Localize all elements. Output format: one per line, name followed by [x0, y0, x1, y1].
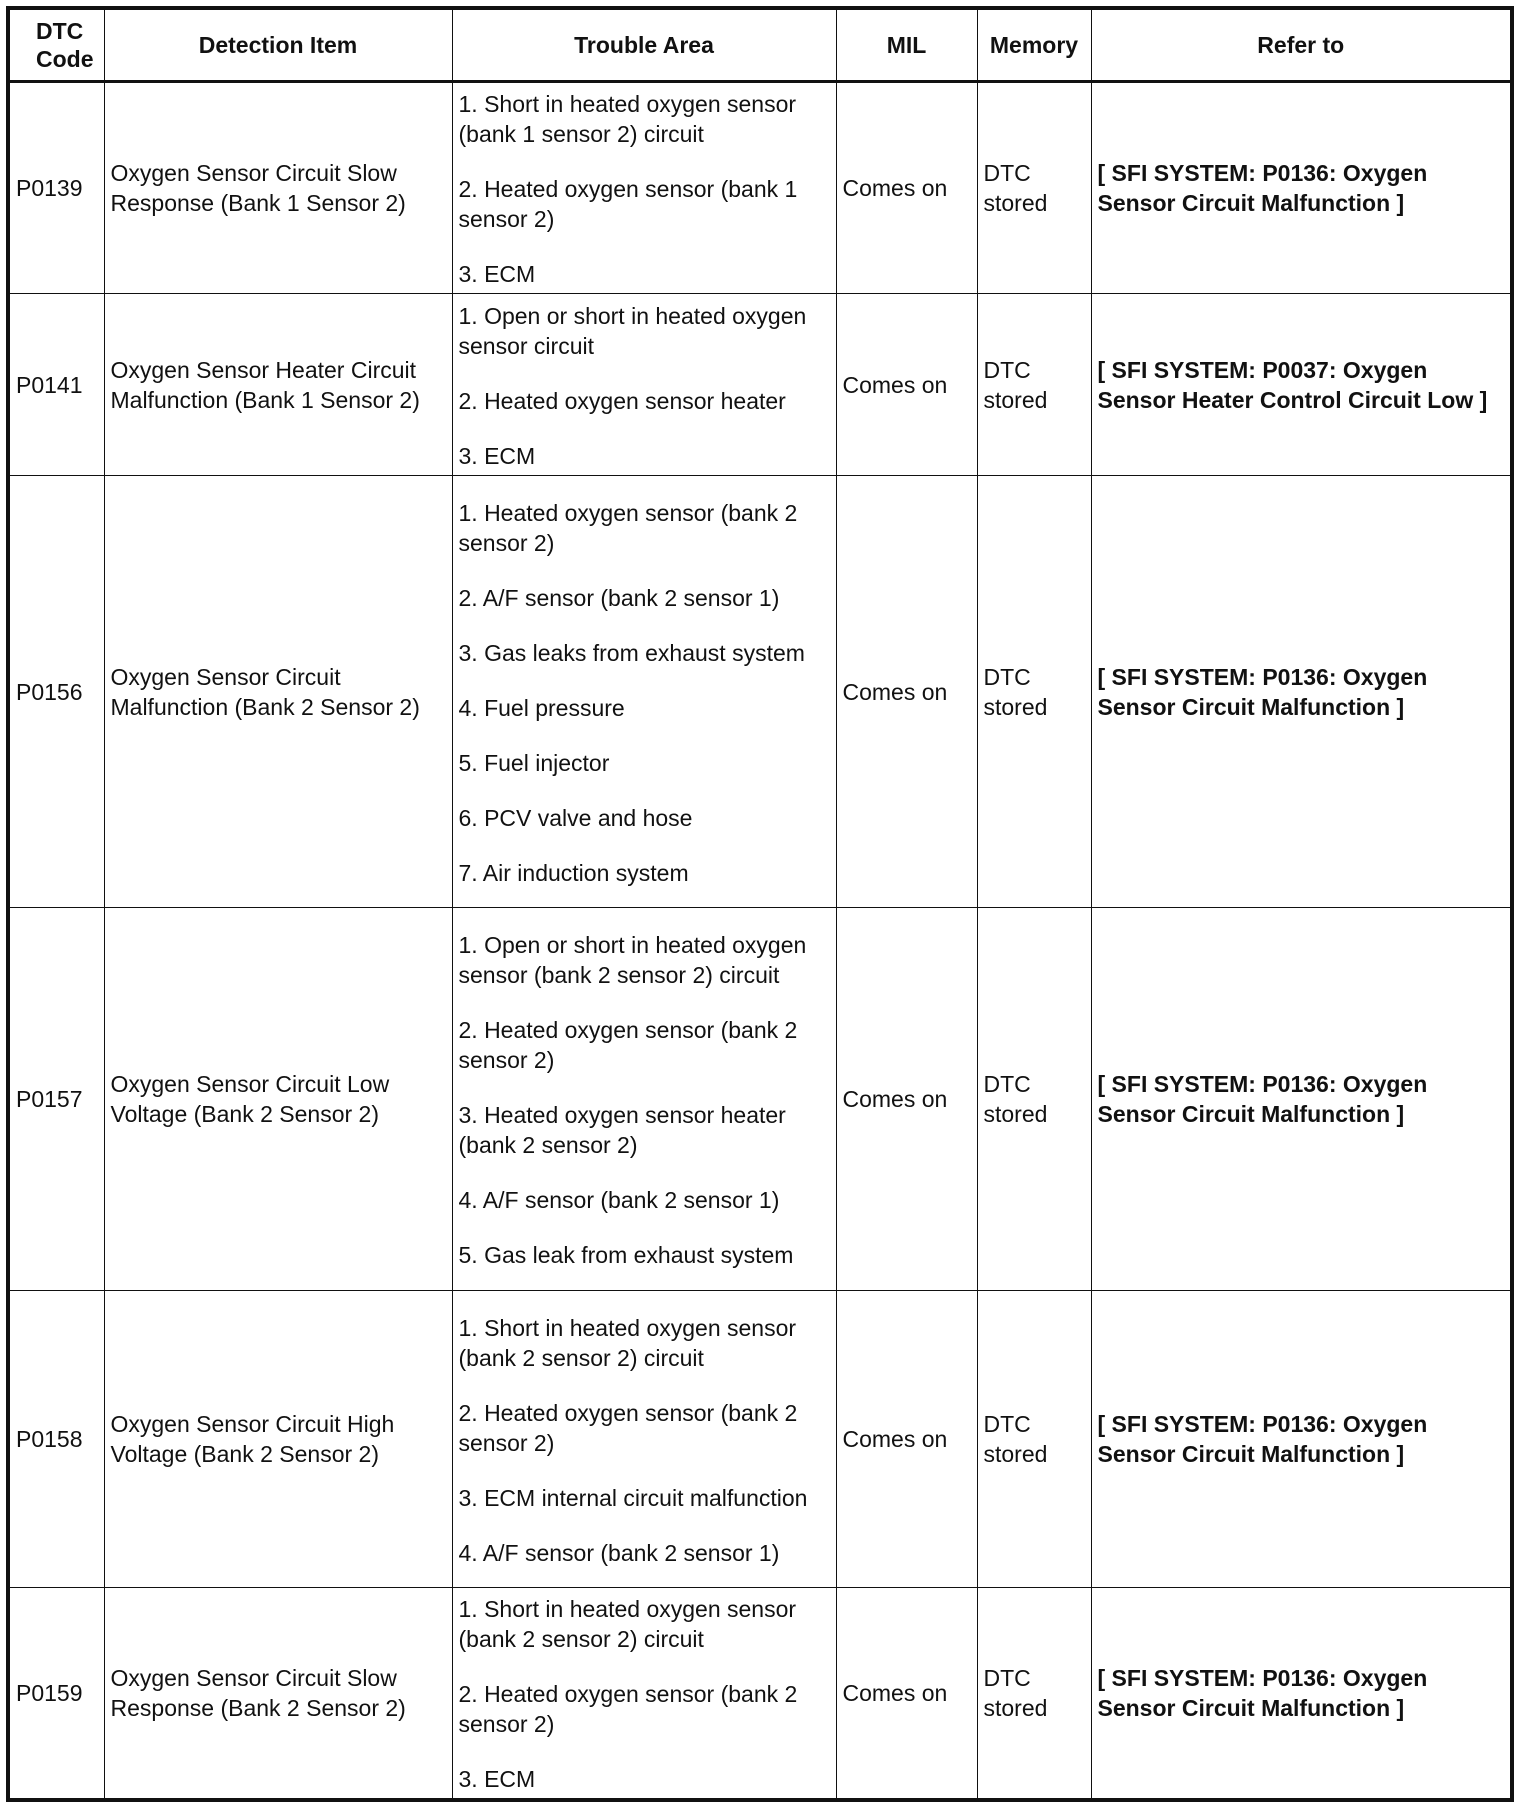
memory-cell	[977, 476, 1091, 908]
table-header	[8, 8, 1512, 82]
mil-cell: Comes on	[836, 294, 977, 476]
trouble-area-item: 1. Short in heated oxygen sensor (bank 2 sensor 2) circuit	[458, 1314, 797, 1371]
table-row	[8, 908, 1512, 1291]
memory-cell	[977, 82, 1091, 294]
trouble-area-item: 3. ECM	[458, 1766, 536, 1792]
trouble-area-cell	[452, 294, 836, 476]
trouble-area-cell	[452, 1588, 836, 1801]
trouble-area-cell	[452, 1291, 836, 1588]
trouble-area-item: 6. PCV valve and hose	[458, 804, 693, 831]
trouble-area-item: 1. Heated oxygen sensor (bank 2 sensor 2)	[458, 499, 798, 556]
mil-cell: Comes on	[836, 1291, 977, 1588]
trouble-area-item: 3. ECM	[458, 261, 536, 287]
trouble-area-item: 1. Open or short in heated oxygen sensor (bank 2 sensor 2) circuit	[458, 932, 807, 988]
memory-text: DTC	[983, 663, 1031, 690]
table-row	[8, 1291, 1512, 1588]
trouble-area-cell	[452, 82, 836, 294]
memory-text: stored	[983, 190, 1048, 216]
memory-text: stored	[983, 386, 1048, 413]
detection-item-cell: Oxygen Sensor Circuit Slow Response (Bank 2 Sensor 2)	[104, 1588, 452, 1801]
trouble-area-item: 7. Air induction system	[458, 859, 689, 886]
memory-cell	[977, 1588, 1091, 1801]
trouble-area-item: 4. A/F sensor (bank 2 sensor 1)	[458, 1539, 780, 1566]
header-dtc-code: DTC Code	[8, 8, 104, 82]
memory-text: stored	[983, 693, 1048, 720]
trouble-area-item: 3. ECM internal circuit malfunction	[458, 1484, 808, 1511]
refer-to-cell: [ SFI SYSTEM: P0136: Oxygen Sensor Circuit Malfunction ]	[1091, 82, 1512, 294]
header-detection-item: Detection Item	[104, 8, 452, 82]
trouble-area-item: 2. A/F sensor (bank 2 sensor 1)	[458, 584, 780, 611]
dtc-table	[6, 6, 1514, 1802]
header-refer-to: Refer to	[1091, 8, 1512, 82]
table-row	[8, 82, 1512, 294]
dtc-code-cell: P0156	[8, 476, 104, 908]
mil-cell: Comes on	[836, 908, 977, 1291]
trouble-area-item: 2. Heated oxygen sensor (bank 2 sensor 2)	[458, 1017, 798, 1073]
trouble-area-item: 3. Gas leaks from exhaust system	[458, 639, 805, 666]
memory-cell	[977, 1291, 1091, 1588]
table-row	[8, 1588, 1512, 1801]
dtc-code-cell: P0141	[8, 294, 104, 476]
detection-item-cell: Oxygen Sensor Circuit Malfunction (Bank 2 Sensor 2)	[104, 476, 452, 908]
memory-text: stored	[983, 1695, 1048, 1721]
refer-to-cell: [ SFI SYSTEM: P0136: Oxygen Sensor Circuit Malfunction ]	[1091, 1291, 1512, 1588]
trouble-area-item: 3. Heated oxygen sensor heater (bank 2 sensor 2)	[458, 1102, 786, 1158]
trouble-area-item: 3. ECM	[458, 442, 536, 469]
trouble-area-item: 2. Heated oxygen sensor (bank 1 sensor 2)	[458, 176, 798, 232]
memory-text: stored	[983, 1101, 1048, 1127]
memory-cell	[977, 294, 1091, 476]
dtc-code-cell: P0157	[8, 908, 104, 1291]
memory-text: stored	[983, 1441, 1048, 1467]
trouble-area-cell	[452, 908, 836, 1291]
trouble-area-item: 1. Open or short in heated oxygen sensor circuit	[458, 302, 807, 359]
refer-to-cell: [ SFI SYSTEM: P0037: Oxygen Sensor Heater Control Circuit Low ]	[1091, 294, 1512, 476]
trouble-area-item: 4. A/F sensor (bank 2 sensor 1)	[458, 1187, 780, 1213]
detection-item-cell: Oxygen Sensor Heater Circuit Malfunction (Bank 1 Sensor 2)	[104, 294, 452, 476]
dtc-code-cell: P0159	[8, 1588, 104, 1801]
memory-text: DTC	[983, 1411, 1031, 1437]
trouble-area-item: 2. Heated oxygen sensor (bank 2 sensor 2)	[458, 1681, 798, 1737]
refer-to-cell: [ SFI SYSTEM: P0136: Oxygen Sensor Circuit Malfunction ]	[1091, 1588, 1512, 1801]
header-memory: Memory	[977, 8, 1091, 82]
memory-text: DTC	[983, 1665, 1031, 1691]
refer-to-cell: [ SFI SYSTEM: P0136: Oxygen Sensor Circuit Malfunction ]	[1091, 908, 1512, 1291]
detection-item-cell: Oxygen Sensor Circuit Low Voltage (Bank 2 Sensor 2)	[104, 908, 452, 1291]
table-body	[8, 82, 1512, 1801]
mil-cell: Comes on	[836, 476, 977, 908]
trouble-area-item: 5. Fuel injector	[458, 749, 610, 776]
mil-cell: Comes on	[836, 1588, 977, 1801]
detection-item-cell: Oxygen Sensor Circuit Slow Response (Bank 1 Sensor 2)	[104, 82, 452, 294]
memory-text: DTC	[983, 1071, 1031, 1097]
header-mil: MIL	[836, 8, 977, 82]
memory-text: DTC	[983, 160, 1031, 186]
mil-cell: Comes on	[836, 82, 977, 294]
memory-text: DTC	[983, 356, 1031, 383]
header-row	[8, 8, 1512, 82]
dtc-code-cell: P0158	[8, 1291, 104, 1588]
detection-item-cell: Oxygen Sensor Circuit High Voltage (Bank 2 Sensor 2)	[104, 1291, 452, 1588]
trouble-area-item: 5. Gas leak from exhaust system	[458, 1242, 794, 1268]
table-row	[8, 294, 1512, 476]
trouble-area-item: 4. Fuel pressure	[458, 694, 625, 721]
trouble-area-item: 1. Short in heated oxygen sensor (bank 1 sensor 2) circuit	[458, 91, 797, 147]
table-row	[8, 476, 1512, 908]
header-trouble-area: Trouble Area	[452, 8, 836, 82]
trouble-area-item: 2. Heated oxygen sensor (bank 2 sensor 2)	[458, 1399, 798, 1456]
memory-cell	[977, 908, 1091, 1291]
trouble-area-cell	[452, 476, 836, 908]
trouble-area-item: 2. Heated oxygen sensor heater	[458, 387, 786, 414]
refer-to-cell: [ SFI SYSTEM: P0136: Oxygen Sensor Circuit Malfunction ]	[1091, 476, 1512, 908]
trouble-area-item: 1. Short in heated oxygen sensor (bank 2 sensor 2) circuit	[458, 1596, 797, 1652]
dtc-code-cell: P0139	[8, 82, 104, 294]
